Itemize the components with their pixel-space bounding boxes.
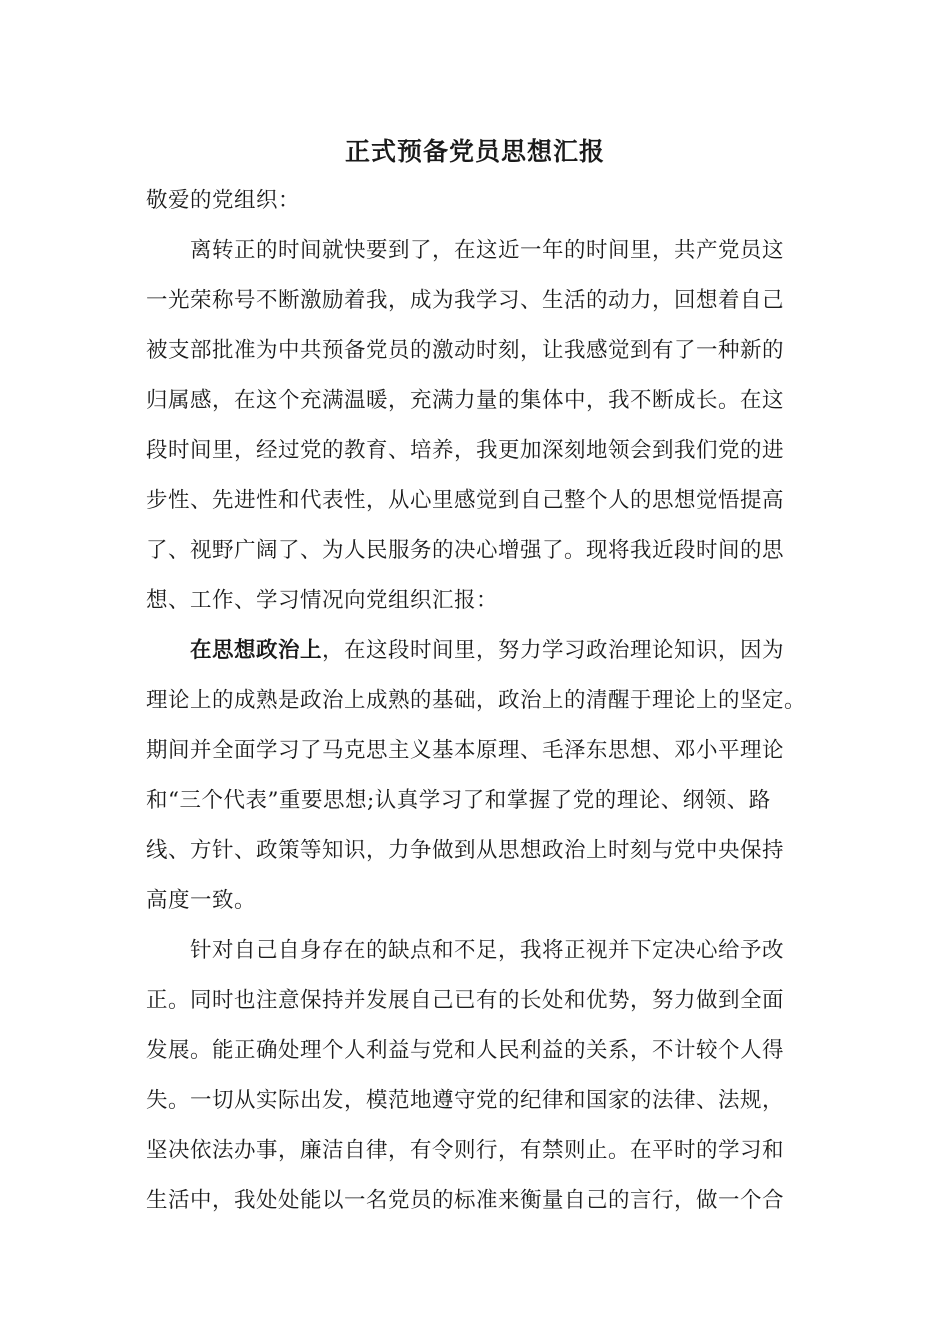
paragraph-1-line: 步性、先进性和代表性，从心里感觉到自己整个人的思想觉悟提高 [146, 488, 785, 513]
paragraph-2-bold-lead: 在思想政治上 [190, 638, 323, 663]
paragraph-2-line: 和“三个代表”重要思想;认真学习了和掌握了党的理论、纲领、路 [146, 788, 771, 813]
paragraph-3-line: 生活中，我处处能以一名党员的标准来衡量自己的言行，做一个合 [146, 1188, 785, 1213]
paragraph-3-line: 坚决依法办事，廉洁自律，有令则行，有禁则止。在平时的学习和 [146, 1138, 785, 1163]
paragraph-1-line: 归属感，在这个充满温暖，充满力量的集体中，我不断成长。在这 [146, 388, 785, 413]
paragraph-2-line: 期间并全面学习了马克思主义基本原理、毛泽东思想、邓小平理论 [146, 738, 785, 763]
paragraph-3-line: 针对自己自身存在的缺点和不足，我将正视并下定决心给予改 [190, 938, 785, 963]
paragraph-1-line: 一光荣称号不断激励着我，成为我学习、生活的动力，回想着自己 [146, 288, 785, 313]
paragraph-1-line: 了、视野广阔了、为人民服务的决心增强了。现将我近段时间的思 [146, 538, 785, 563]
paragraph-2-first-line [190, 634, 784, 668]
salutation: 敬爱的党组织： [146, 188, 301, 213]
paragraph-2-line: 线、方针、政策等知识，力争做到从思想政治上时刻与党中央保持 [146, 838, 785, 863]
paragraph-1-line: 被支部批准为中共预备党员的激动时刻，让我感觉到有了一种新的 [146, 338, 785, 363]
paragraph-1-line: 想、工作、学习情况向党组织汇报： [146, 588, 499, 613]
paragraph-3-line: 正。同时也注意保持并发展自己已有的长处和优势，努力做到全面 [146, 988, 785, 1013]
paragraph-2-line: 理论上的成熟是政治上成熟的基础，政治上的清醒于理论上的坚定。 [146, 688, 807, 713]
paragraph-3-line: 失。一切从实际出发，模范地遵守党的纪律和国家的法律、法规， [146, 1088, 785, 1113]
paragraph-2-first-line-text: ，在这段时间里，努力学习政治理论知识，因为 [322, 638, 785, 663]
paragraph-1-line: 离转正的时间就快要到了，在这近一年的时间里，共产党员这 [190, 238, 785, 263]
paragraph-1-line: 段时间里，经过党的教育、培养，我更加深刻地领会到我们党的进 [146, 438, 785, 463]
document-title: 正式预备党员思想汇报 [344, 137, 605, 166]
paragraph-3-line: 发展。能正确处理个人利益与党和人民利益的关系，不计较个人得 [146, 1038, 785, 1063]
paragraph-2-line: 高度一致。 [146, 888, 257, 913]
